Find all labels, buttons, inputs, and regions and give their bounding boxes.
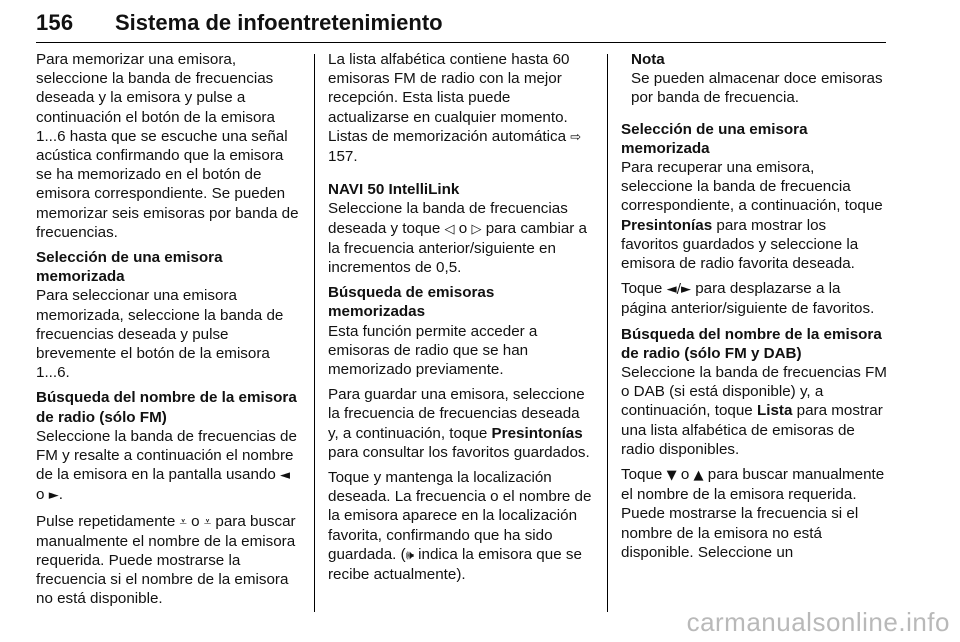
paragraph (621, 279, 887, 318)
page-arrows-icon: ◄/► (666, 282, 691, 298)
left-arrow-icon: ◄ (280, 468, 291, 484)
ui-term: Presintonías (621, 216, 713, 234)
paragraph (36, 427, 300, 506)
text-run: Seleccione la banda de frecuencias FM o DAB (si está disponible) y, a continuación, toque (621, 364, 887, 420)
text-run: indica la emisora que se recibe actualmente). (328, 545, 582, 584)
page-title: Sistema de infoentretenimiento (115, 10, 443, 35)
text-run: para desplazarse a la página anterior/siguiente de favoritos. (621, 280, 875, 318)
column-1 (36, 50, 300, 615)
paragraph (621, 363, 887, 459)
section-memorized-search (328, 283, 592, 379)
watermark: carmanualsonline.info (686, 607, 950, 637)
text-run: Pulse repetidamente (36, 512, 176, 530)
text-run: para mostrar los favoritos guardados y seleccione la emisora de radio favorita deseada. (621, 216, 859, 273)
paragraph (328, 385, 592, 462)
ui-term: Presintonías (491, 424, 583, 442)
paragraph (621, 158, 887, 273)
text-run: Seleccione la banda de frecuencias deseada y toque (328, 200, 568, 237)
column-2 (328, 50, 592, 590)
down-arrow-icon: ▼ (666, 468, 677, 484)
text-run: para buscar manualmente el nombre de la emisora requerida. Puede mostrarse la frecuencia si el nombre de la emisora no está disponible. Seleccione un (621, 466, 885, 561)
page-reference: 157. (328, 148, 358, 166)
section-heading: Búsqueda de emisoras memorizadas (328, 284, 495, 321)
section-selected-station (36, 248, 300, 382)
paragraph (328, 199, 592, 277)
paragraph (328, 50, 592, 166)
right-triangle-icon: ▷ (471, 221, 482, 237)
text-run: La lista alfabética contiene hasta 60 emisoras FM de radio con la mejor recepción. Esta lista puede actualizarse en cualquier momento. Listas de memorización automática (328, 51, 570, 145)
text-run: para consultar los favoritos guardados. (328, 443, 590, 461)
note-title: Nota (631, 51, 665, 68)
paragraph: Para memorizar una emisora, seleccione la banda de frecuencias deseada y la emisora y pulse a continuación el botón de la emisora 1...6 hasta que se escuche una señal acústica confirmando que la emisora se ha memorizado en el botón de emisora correspondiente. Se pueden memorizar seis emisoras por banda de frecuencias. (36, 51, 299, 241)
text-run: Para guardar una emisora, seleccione la frecuencia de frecuencias deseada y, a continuación, toque (328, 386, 585, 442)
right-arrow-icon: ► (48, 488, 59, 504)
section-navi50 (328, 180, 592, 277)
ui-term: Lista (756, 402, 793, 420)
text-run: para cambiar a la frecuencia anterior/siguiente en incrementos de 0,5. (328, 219, 588, 277)
seek-up-icon: ⩡ (203, 514, 212, 530)
left-triangle-icon: ◁ (444, 221, 455, 237)
paragraph: Esta función permite acceder a emisoras de radio que se han memorizado previamente. (328, 322, 538, 379)
note-box (631, 50, 887, 108)
text-run: Para recuperar una emisora, seleccione la banda de frecuencia correspondiente, a continuación, toque (621, 159, 883, 215)
page-number: 156 (36, 10, 74, 35)
paragraph: Para seleccionar una emisora memorizada, seleccione la banda de frecuencias deseada y pulse brevemente el botón de la emisora 1...6. (36, 287, 284, 382)
column-3 (621, 50, 887, 568)
seek-down-icon: ⩡ (179, 514, 187, 530)
page-header (36, 6, 886, 40)
text-run: Toque (621, 280, 663, 298)
column-divider-1 (314, 54, 315, 612)
text-run: o (680, 466, 690, 484)
column-divider-2 (607, 54, 608, 612)
text-run: o (458, 219, 468, 237)
text-run: . (58, 486, 63, 504)
section-heading: Búsqueda del nombre de la emisora de radio (sólo FM) (36, 389, 297, 426)
page-reference-icon: ⇨ (570, 129, 582, 145)
text-run: o (36, 486, 45, 504)
text-run: o (191, 512, 200, 530)
text-run: para buscar manualmente el nombre de la emisora requerida. Puede mostrarse la frecuencia si el nombre de la emisora no está disponible. (36, 512, 296, 608)
section-heading: Selección de una emisora memorizada (621, 120, 808, 157)
up-arrow-icon: ▲ (693, 468, 704, 484)
header-rule (36, 42, 886, 43)
text-run: Seleccione la banda de frecuencias de FM y resalte a continuación el nombre de la emisora en la pantalla usando (36, 427, 297, 484)
section-station-name-search (36, 388, 300, 505)
section-name-search-fm-dab (621, 325, 887, 459)
section-heading: NAVI 50 IntelliLink (328, 181, 460, 199)
text-run: para mostrar una lista alfabética de emisoras de radio disponibles. (621, 402, 883, 458)
speaker-icon: 🕪 (405, 547, 414, 563)
text-run: Toque (621, 466, 663, 484)
paragraph (328, 468, 592, 584)
section-recall-station (621, 120, 887, 274)
paragraph (621, 465, 887, 562)
text-run: Toque y mantenga la localización deseada. La frecuencia o el nombre de la emisora aparece en la localización favorita, confirmando que ha sido guardada. ( (328, 469, 592, 563)
paragraph (36, 512, 300, 609)
section-heading: Búsqueda del nombre de la emisora de radio (sólo FM y DAB) (621, 325, 882, 362)
section-heading: Selección de una emisora memorizada (36, 249, 223, 286)
note-text: Se pueden almacenar doce emisoras por banda de frecuencia. (631, 70, 883, 107)
